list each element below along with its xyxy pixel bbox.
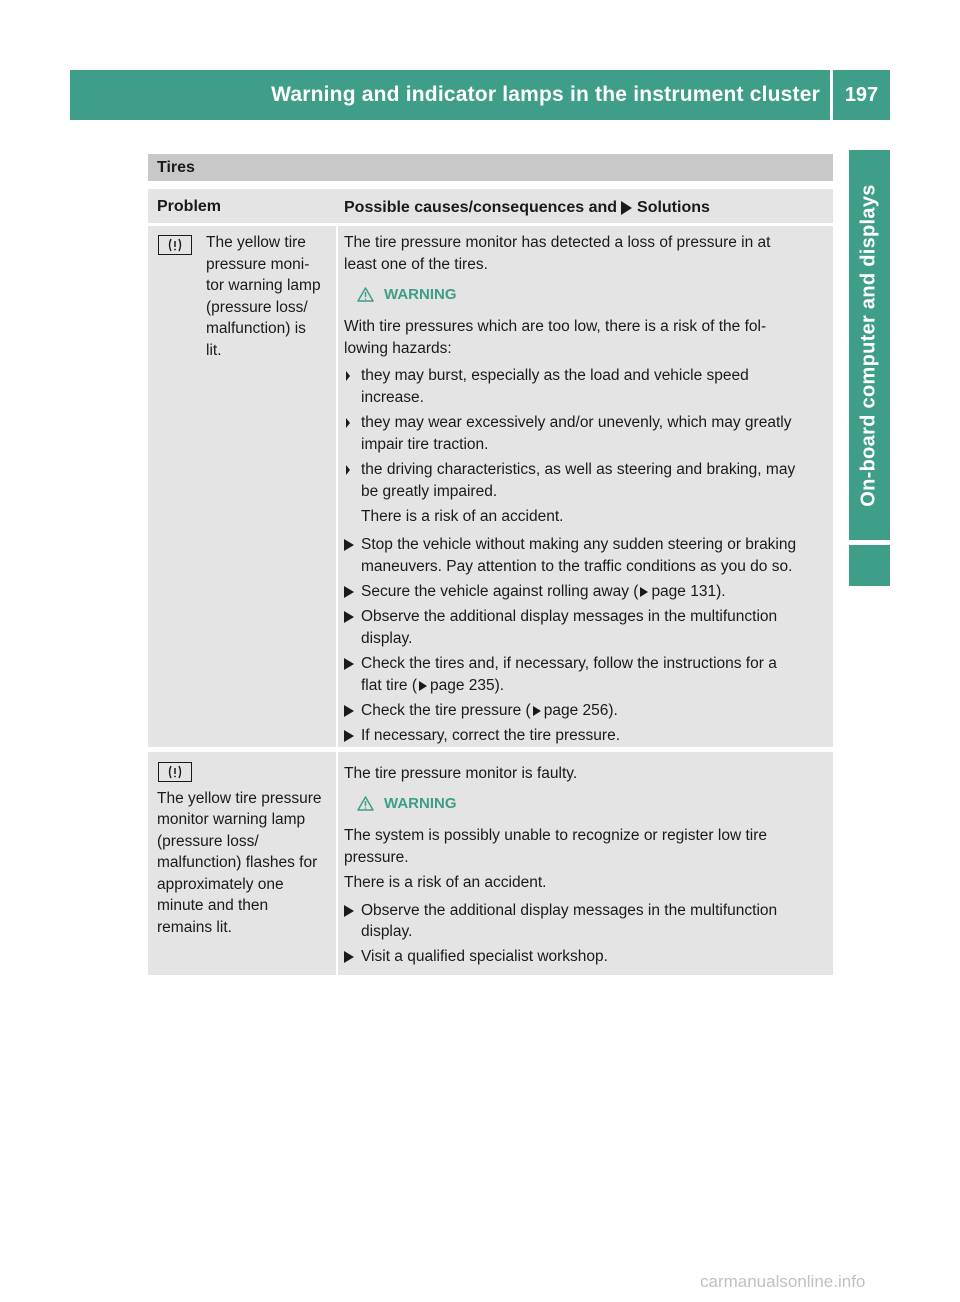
bullet-text: be greatly impaired. <box>361 483 498 500</box>
step-text: Stop the vehicle without making any sudden steering or braking <box>361 536 797 553</box>
step-arrow-icon <box>344 951 354 963</box>
problem-line: minute and then <box>157 897 269 914</box>
section-title: Tires <box>148 154 833 181</box>
cause-text: The tire pressure monitor has detected a loss of pressure in at <box>344 234 771 251</box>
page-ref-icon <box>533 706 541 716</box>
step-text-part: Check the tire pressure ( <box>361 702 531 719</box>
column-header-causes <box>344 199 710 217</box>
step-text: Visit a qualified specialist workshop. <box>361 948 608 965</box>
problem-line: pressure moni- <box>206 256 310 273</box>
tire-pressure-warning-icon <box>158 235 192 255</box>
cell-divider <box>336 226 338 747</box>
warning-heading <box>357 795 457 812</box>
table-row <box>148 226 833 747</box>
bullet-text: they may burst, especially as the load and vehicle speed <box>361 367 749 384</box>
page-ref-link[interactable]: page 256). <box>543 702 618 719</box>
page-ref-icon <box>640 587 648 597</box>
cell-divider <box>336 752 338 975</box>
warning-text: The system is possibly unable to recognize or register low tire <box>344 827 767 844</box>
problem-line: lit. <box>206 342 222 359</box>
column-header-causes-text: Possible causes/consequences and <box>344 199 618 216</box>
step-text: Observe the additional display messages in the multifunction <box>361 608 778 625</box>
bullet-icon <box>346 465 350 475</box>
problem-line: malfunction) is <box>206 320 306 337</box>
side-tab-marker <box>849 545 890 586</box>
column-header-problem: Problem <box>157 198 222 215</box>
page-ref-link[interactable]: page 235). <box>429 677 505 694</box>
problem-line: The yellow tire <box>206 234 306 251</box>
bullet-text: increase. <box>361 389 424 406</box>
warning-text: lowing hazards: <box>344 340 452 357</box>
action-arrow-icon <box>621 201 632 215</box>
problem-line: The yellow tire pressure <box>157 790 322 807</box>
page-ref-icon <box>419 681 427 691</box>
step-text: Check the tires and, if necessary, follow the instructions for a <box>361 655 777 672</box>
bullet-text: impair tire traction. <box>361 436 489 453</box>
problem-line: (pressure loss/ <box>157 833 259 850</box>
step-text: display. <box>361 923 413 940</box>
warning-heading <box>357 286 457 303</box>
step-text <box>361 675 504 697</box>
warning-label: WARNING <box>384 795 457 812</box>
warning-text: pressure. <box>344 849 409 866</box>
step-text: If necessary, correct the tire pressure. <box>361 727 621 744</box>
step-arrow-icon <box>344 586 354 598</box>
risk-text: There is a risk of an accident. <box>344 874 547 891</box>
step-arrow-icon <box>344 658 354 670</box>
bullet-icon <box>346 371 350 381</box>
page-header <box>70 70 890 120</box>
page-ref-link[interactable]: page 131). <box>651 583 726 600</box>
table-row <box>148 752 833 975</box>
bullet-icon <box>346 418 350 428</box>
side-tab-text <box>849 150 890 540</box>
problem-line: remains lit. <box>157 919 232 936</box>
tire-pressure-warning-icon <box>158 762 192 782</box>
watermark: carmanualsonline.info <box>700 1272 866 1291</box>
step-text: Observe the additional display messages in the multifunction <box>361 902 778 919</box>
problem-line: malfunction) flashes for <box>157 854 318 871</box>
step-text: maneuvers. Pay attention to the traffic conditions as you do so. <box>361 558 793 575</box>
warning-label: WARNING <box>384 286 457 303</box>
bullet-text: the driving characteristics, as well as steering and braking, may <box>361 461 796 478</box>
side-tab-label: On-board computer and displays <box>858 183 881 507</box>
risk-text: There is a risk of an accident. <box>361 508 564 525</box>
problem-line: (pressure loss/ <box>206 299 308 316</box>
table-header <box>148 189 833 223</box>
step-arrow-icon <box>344 611 354 623</box>
step-arrow-icon <box>344 705 354 717</box>
page-number: 197 <box>844 83 879 106</box>
cause-text: The tire pressure monitor is faulty. <box>344 765 578 782</box>
warning-triangle-icon <box>357 796 374 811</box>
problem-line: tor warning lamp <box>206 277 321 294</box>
column-header-solutions-text: Solutions <box>637 199 710 216</box>
step-text <box>361 700 618 722</box>
step-text <box>361 581 726 603</box>
step-arrow-icon <box>344 539 354 551</box>
warning-triangle-icon <box>357 287 374 302</box>
problem-line: monitor warning lamp <box>157 811 306 828</box>
warning-text: With tire pressures which are too low, there is a risk of the fol- <box>344 318 767 335</box>
step-text-part: flat tire ( <box>361 677 417 694</box>
step-text-part: Secure the vehicle against rolling away ( <box>361 583 639 600</box>
header-title: Warning and indicator lamps in the instrument cluster <box>271 83 820 106</box>
cause-text: least one of the tires. <box>344 256 488 273</box>
step-arrow-icon <box>344 730 354 742</box>
step-text: display. <box>361 630 413 647</box>
bullet-text: they may wear excessively and/or unevenly, which may greatly <box>361 414 792 431</box>
step-arrow-icon <box>344 905 354 917</box>
problem-line: approximately one <box>157 876 284 893</box>
